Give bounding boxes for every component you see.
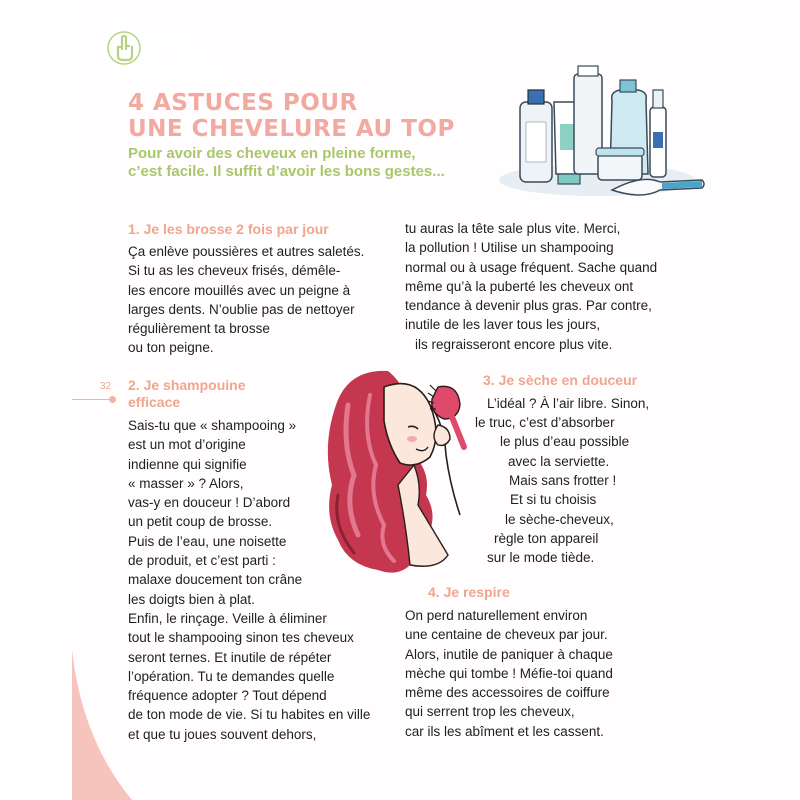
badge-label [150, 31, 230, 75]
text-line: régulièrement ta brosse [128, 321, 270, 337]
text-line: normal ou à usage fréquent. Sache quand [405, 259, 658, 275]
text-line: règle ton appareil [494, 531, 599, 546]
text-line: sur le mode tiède. [487, 550, 595, 565]
page-number: 32 [100, 381, 112, 392]
text-line: indienne qui signifie [128, 456, 247, 472]
page-marker-line [72, 399, 114, 400]
pointing-hand-icon [103, 27, 145, 69]
section-3-heading-line1: 3. Je sèche en douceur [483, 372, 638, 388]
section-1-heading [128, 221, 329, 238]
text-line: ou ton peigne. [128, 340, 214, 356]
text-line: est un mot d’origine [128, 437, 246, 453]
text-line: même qu’à la puberté les cheveux ont [405, 278, 634, 294]
section-4-body [405, 606, 613, 741]
hair-products-illustration [492, 62, 707, 212]
text-line: une centaine de cheveux par jour. [405, 627, 608, 643]
text-line: tu auras la tête sale plus vite. Merci, [405, 221, 621, 236]
text-line: L’idéal ? À l’air libre. Sinon, [487, 396, 650, 411]
text-line: la pollution ! Utilise un shampooing [405, 240, 614, 256]
girl-brushing-hair-illustration [318, 365, 478, 580]
text-line: les doigts bien à plat. [128, 591, 255, 607]
section-1-heading-line1: 1. Je les brosse 2 fois par jour [128, 221, 329, 237]
text-line: tout le shampooing sinon tes cheveux [128, 630, 354, 646]
page-marker-dot [109, 396, 116, 403]
text-line: fréquence adopter ? Tout dépend [128, 688, 327, 704]
text-line: malaxe doucement ton crâne [128, 572, 303, 588]
text-line: même des accessoires de coiffure [405, 685, 610, 701]
text-line: qui serrent trop les cheveux, [405, 704, 575, 720]
text-line: le sèche-cheveux, [505, 512, 614, 527]
section-1-body [128, 242, 364, 358]
section-2-heading [128, 377, 245, 411]
text-line: Ça enlève poussières et autres saletés. [128, 244, 365, 259]
text-line: le truc, c’est d’absorber [475, 415, 615, 430]
text-line: inutile de les laver tous les jours, [405, 317, 601, 333]
text-line: et que tu joues souvent dehors, [128, 726, 317, 742]
text-line: Enfin, le rinçage. Veille à éliminer [128, 610, 327, 626]
text-line: de produit, et c’est parti : [128, 553, 276, 569]
text-line: de ton mode de vie. Si tu habites en ville [128, 707, 371, 723]
text-line: avec la serviette. [508, 454, 610, 469]
badge-label-line1: Bon [150, 31, 189, 52]
text-line: On perd naturellement environ [405, 608, 588, 623]
section-3-heading [483, 372, 637, 389]
text-line: mèche qui tombe ! Méfie-toi quand [405, 665, 613, 681]
section-2-heading-line2: efficace [128, 394, 181, 410]
text-line: ils regraisseront encore plus vite. [415, 336, 613, 352]
page-subtitle [128, 145, 445, 181]
text-line: Puis de l’eau, une noisette [128, 533, 287, 549]
text-line: « masser » ? Alors, [128, 475, 244, 491]
text-line: Alors, inutile de paniquer à chaque [405, 646, 613, 662]
text-line: Sais-tu que « shampooing » [128, 418, 297, 433]
text-line: Mais sans frotter ! [509, 473, 617, 488]
text-line: Et si tu choisis [510, 492, 597, 507]
title-line1: 4 ASTUCES POUR [128, 90, 358, 116]
page-title [128, 90, 455, 142]
text-line: Si tu as les cheveux frisés, démêle- [128, 263, 341, 279]
text-line: un petit coup de brosse. [128, 514, 273, 530]
text-line: le plus d’eau possible [500, 434, 630, 449]
badge-label-line2: à savoir [150, 53, 231, 74]
title-line2: UNE CHEVELURE AU TOP [128, 116, 455, 142]
text-line: car ils les abîment et les cassent. [405, 723, 604, 739]
text-line: les encore mouillés avec un peigne à [128, 282, 351, 298]
section-2-heading-line1: 2. Je shampouine [128, 377, 246, 393]
subtitle-line1: Pour avoir des cheveux en pleine forme, [128, 145, 416, 162]
text-line: l’opération. Tu te demandes quelle [128, 668, 335, 684]
text-line: seront ternes. Et inutile de répéter [128, 649, 332, 665]
text-line: tendance à devenir plus gras. Par contre, [405, 298, 652, 314]
text-line: vas-y en douceur ! D’abord [128, 495, 291, 511]
text-line: larges dents. N’oublie pas de nettoyer [128, 301, 355, 317]
section-4-heading [428, 584, 510, 601]
section-2-continuation [405, 219, 657, 354]
section-4-heading-line1: 4. Je respire [428, 584, 510, 600]
subtitle-line2: c’est facile. Il suffit d’avoir les bons gestes... [128, 163, 445, 180]
corner-decoration [72, 650, 132, 800]
